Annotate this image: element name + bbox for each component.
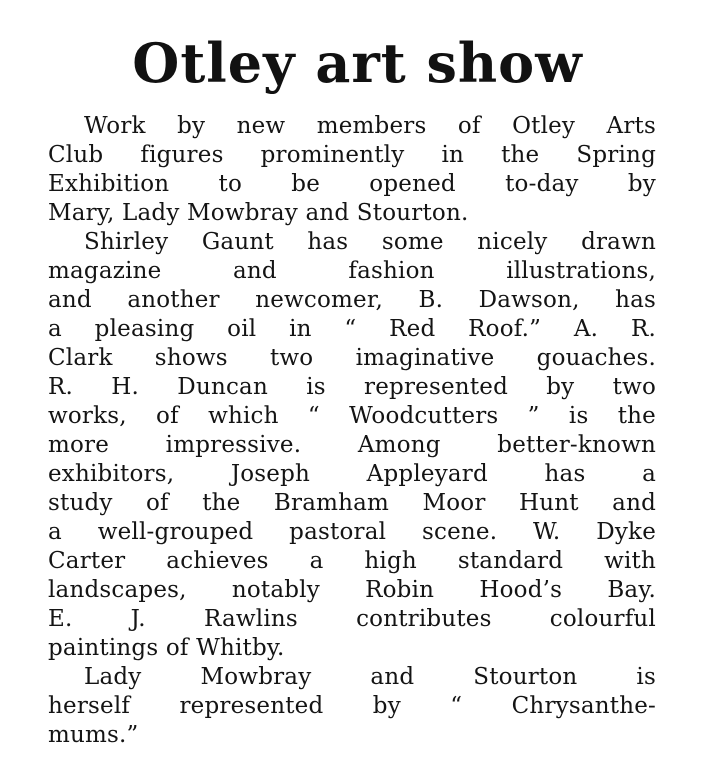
article-line: Club figures prominently in the Spring bbox=[48, 142, 656, 168]
article-line: Exhibition to be opened to-day by bbox=[48, 171, 656, 197]
article-line: mums.” bbox=[48, 722, 139, 748]
article-line: R. H. Duncan is represented by two bbox=[48, 374, 656, 400]
article-line: Carter achieves a high standard with bbox=[48, 548, 656, 574]
article-line: landscapes, notably Robin Hood’s Bay. bbox=[48, 577, 656, 603]
article-line: paintings of Whitby. bbox=[48, 635, 285, 661]
article-line: Shirley Gaunt has some nicely drawn bbox=[84, 229, 656, 255]
article-line: exhibitors, Joseph Appleyard has a bbox=[48, 461, 656, 487]
article-line: and another newcomer, B. Dawson, has bbox=[48, 287, 656, 313]
article-line: more impressive. Among better-known bbox=[48, 432, 656, 458]
article-line: study of the Bramham Moor Hunt and bbox=[48, 490, 656, 516]
article-line: E. J. Rawlins contributes colourful bbox=[48, 606, 656, 632]
article-line: Mary, Lady Mowbray and Stourton. bbox=[48, 200, 469, 226]
article-line: works, of which “ Woodcutters ” is the bbox=[48, 403, 656, 429]
article-line: Lady Mowbray and Stourton is bbox=[84, 664, 656, 690]
article-headline: Otley art show bbox=[132, 31, 583, 95]
article-line: magazine and fashion illustrations, bbox=[48, 258, 656, 284]
article-line: herself represented by “ Chrysanthe- bbox=[48, 693, 656, 719]
article-line: Clark shows two imaginative gouaches. bbox=[48, 345, 656, 371]
article-line: Work by new members of Otley Arts bbox=[84, 113, 656, 139]
article-line: a well-grouped pastoral scene. W. Dyke bbox=[48, 519, 656, 545]
article-line: a pleasing oil in “ Red Roof.” A. R. bbox=[48, 316, 656, 342]
